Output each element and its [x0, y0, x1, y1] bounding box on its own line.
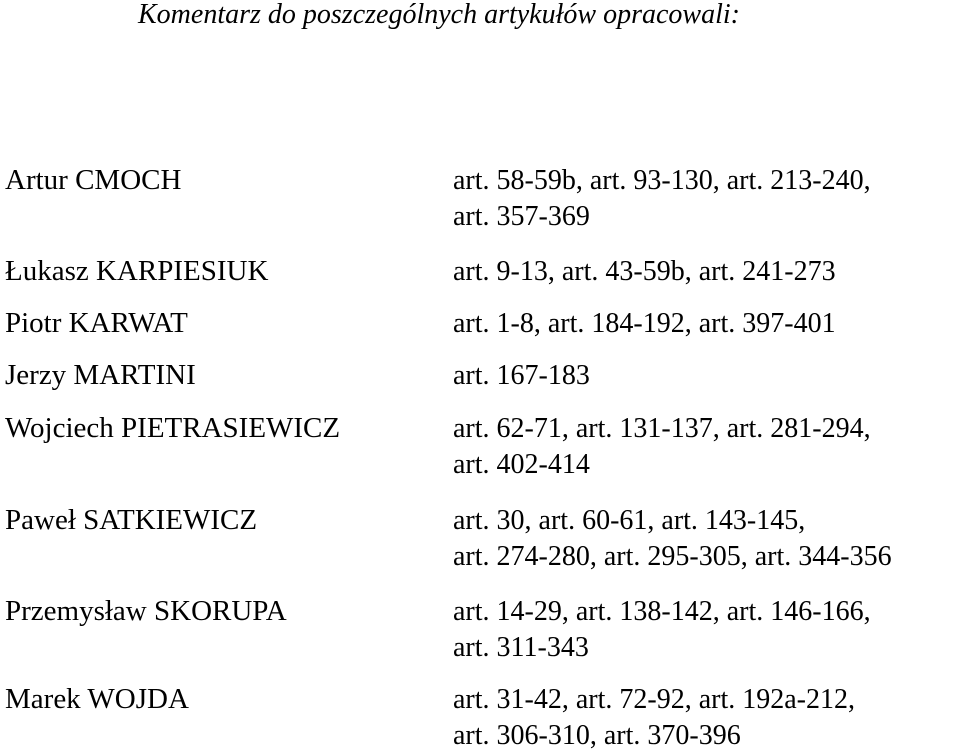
- author-name: Marek WOJDA: [5, 683, 189, 715]
- article-ranges: [453, 254, 836, 290]
- author-name: Przemysław SKORUPA: [5, 595, 287, 627]
- article-ranges: [453, 682, 855, 754]
- article-ranges: [453, 411, 871, 483]
- article-range-line: art. 1-8, art. 184-192, art. 397-401: [453, 308, 836, 339]
- article-ranges: [453, 163, 871, 235]
- author-name: Łukasz KARPIESIUK: [5, 255, 269, 287]
- article-range-line: art. 31-42, art. 72-92, art. 192a-212,: [453, 684, 855, 715]
- author-name: Wojciech PIETRASIEWICZ: [5, 412, 341, 444]
- article-range-line: art. 357-369: [453, 201, 590, 232]
- article-ranges: [453, 306, 836, 342]
- article-range-line: art. 14-29, art. 138-142, art. 146-166,: [453, 596, 871, 627]
- article-ranges: [453, 594, 871, 666]
- article-range-line: art. 274-280, art. 295-305, art. 344-356: [453, 541, 892, 572]
- author-name: Jerzy MARTINI: [5, 359, 196, 391]
- article-range-line: art. 167-183: [453, 360, 590, 391]
- article-ranges: [453, 358, 590, 394]
- article-range-line: art. 58-59b, art. 93-130, art. 213-240,: [453, 165, 871, 196]
- article-range-line: art. 306-310, art. 370-396: [453, 720, 741, 751]
- author-name: Piotr KARWAT: [5, 307, 188, 339]
- article-range-line: art. 9-13, art. 43-59b, art. 241-273: [453, 256, 836, 287]
- article-range-line: art. 311-343: [453, 632, 589, 663]
- author-name: Paweł SATKIEWICZ: [5, 504, 258, 536]
- author-name: Artur CMOCH: [5, 164, 182, 196]
- article-range-line: art. 402-414: [453, 449, 590, 480]
- article-range-line: art. 62-71, art. 131-137, art. 281-294,: [453, 413, 871, 444]
- page-title: Komentarz do poszczególnych artykułów opracowali:: [138, 0, 740, 30]
- article-range-line: art. 30, art. 60-61, art. 143-145,: [453, 505, 806, 536]
- article-ranges: [453, 503, 892, 575]
